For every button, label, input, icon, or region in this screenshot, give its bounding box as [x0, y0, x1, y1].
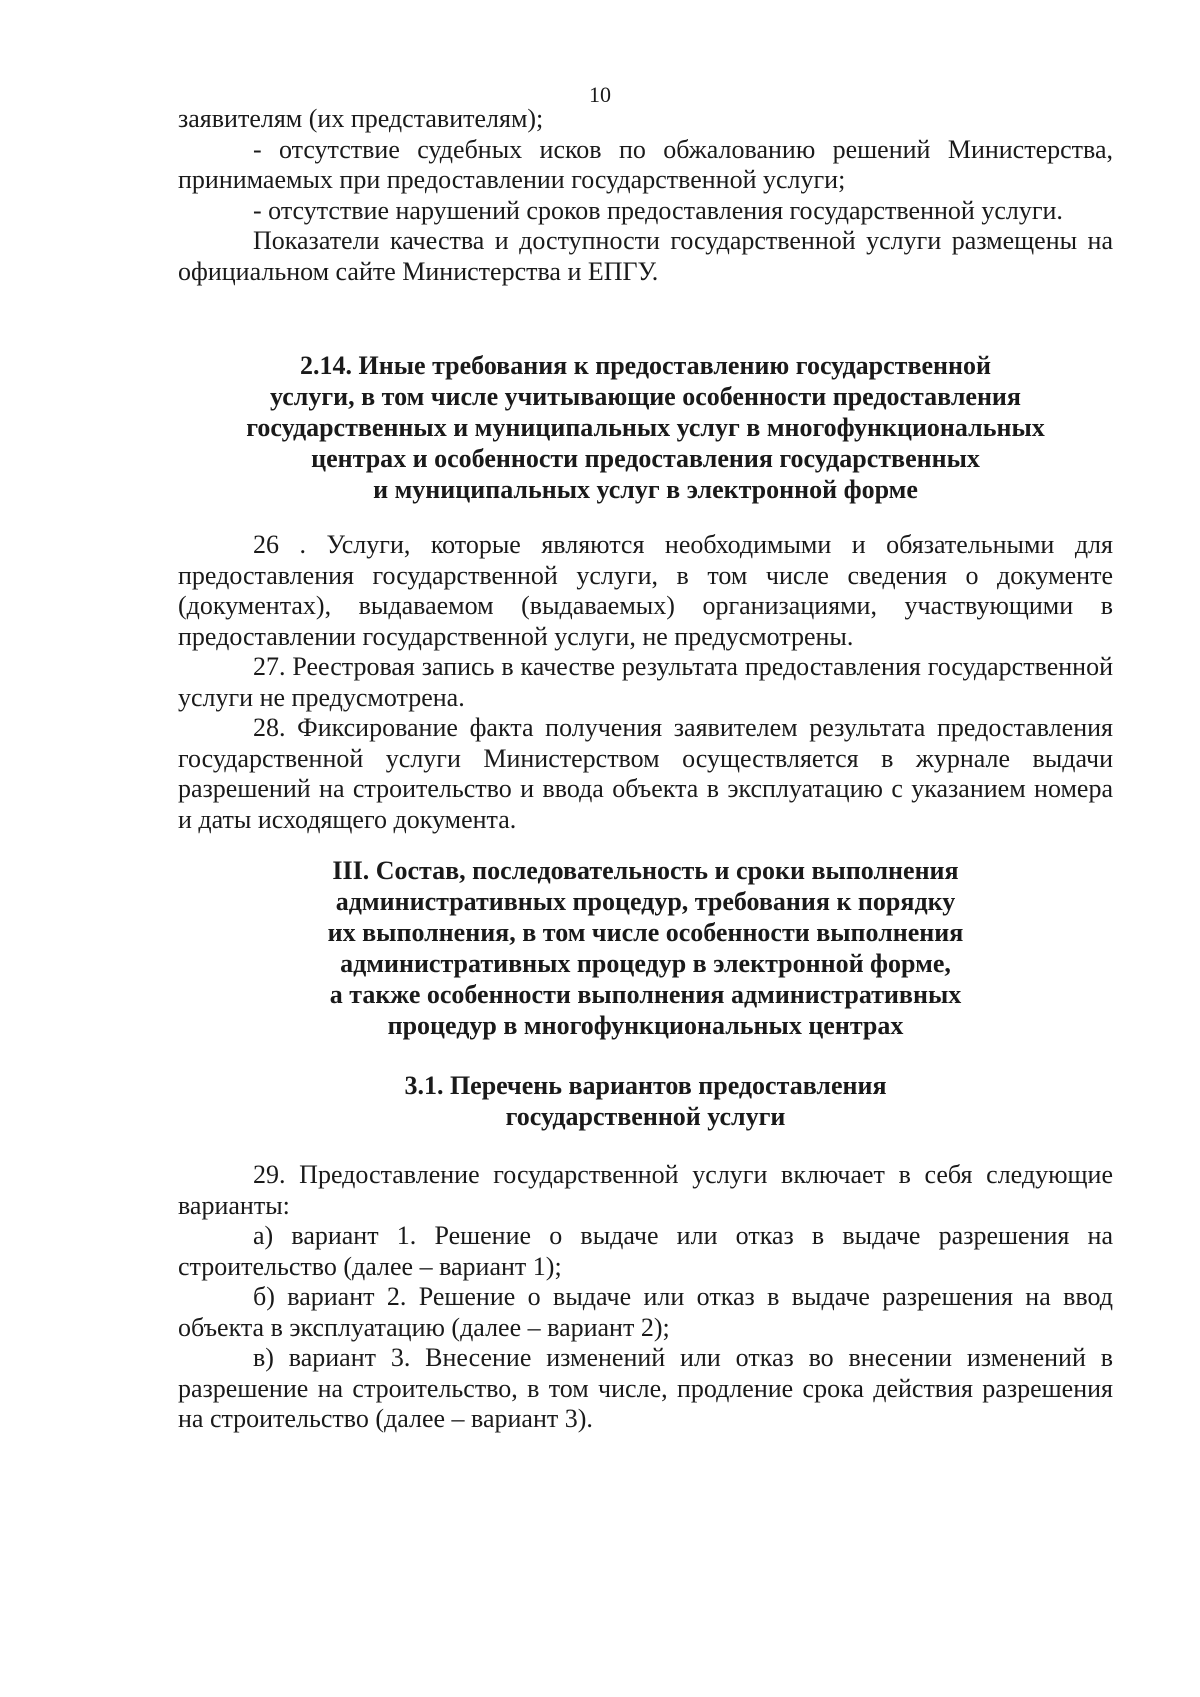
- heading-line: административных процедур в электронной форме,: [340, 949, 951, 978]
- heading-line: государственной услуги: [505, 1102, 786, 1131]
- section-2-14-body: [178, 530, 1113, 835]
- intro-item-deadlines: - отсутствие нарушений сроков предоставления государственной услуги.: [253, 195, 1063, 225]
- variant-1-item: а) вариант 1. Решение о выдаче или отказ в выдаче разрешения на строительство (далее – вариант 1);: [178, 1221, 1113, 1281]
- heading-line: услуги, в том числе учитывающие особенности предоставления: [270, 382, 1021, 411]
- heading-line: административных процедур, требования к порядку: [335, 887, 956, 916]
- variant-3-item: в) вариант 3. Внесение изменений или отказ во внесении изменений в разрешение на строительство, в том числе, продление срока действия разрешения на строительство (далее – вариант 3).: [178, 1343, 1113, 1433]
- heading-line: процедур в многофункциональных центрах: [387, 1011, 904, 1040]
- intro-item-court: - отсутствие судебных исков по обжалованию решений Министерства, принимаемых при предоставлении государственной услуги;: [178, 134, 1113, 194]
- page-number: 10: [589, 82, 611, 107]
- heading-line: III. Состав, последовательность и сроки выполнения: [332, 856, 959, 885]
- section-3-1-body: [178, 1160, 1113, 1435]
- heading-line: их выполнения, в том числе особенности выполнения: [327, 918, 964, 947]
- intro-block: [178, 104, 1113, 287]
- paragraph-28: 28. Фиксирование факта получения заявителем результата предоставления государственной услуги Министерством осуществляется в журнале выдачи разрешений на строительство и ввода объекта в эксплуатацию с указанием номера и даты исходящего документа.: [178, 713, 1113, 834]
- intro-indicators: Показатели качества и доступности государственной услуги размещены на официальном сайте Министерства и ЕПГУ.: [178, 226, 1113, 286]
- intro-line: заявителям (их представителям);: [178, 104, 544, 133]
- paragraph-29: 29. Предоставление государственной услуги включает в себя следующие варианты:: [178, 1160, 1113, 1220]
- heading-line: а также особенности выполнения административных: [329, 980, 962, 1009]
- paragraph-26: 26 . Услуги, которые являются необходимыми и обязательными для предоставления государственной услуги, в том числе сведения о документе (документах), выдаваемом (выдаваемых) организациями, участвующими в предоставлении государственной услуги, не предусмотрены.: [178, 530, 1113, 651]
- section-heading-3-1: [178, 1070, 1113, 1132]
- heading-line: центрах и особенности предоставления государственных: [311, 444, 980, 473]
- paragraph-27: 27. Реестровая запись в качестве результата предоставления государственной услуги не предусмотрена.: [178, 652, 1113, 712]
- heading-line: государственных и муниципальных услуг в многофункциональных: [246, 413, 1045, 442]
- section-heading-2-14: [178, 350, 1113, 505]
- variant-2-item: б) вариант 2. Решение о выдаче или отказ в выдаче разрешения на ввод объекта в эксплуатацию (далее – вариант 2);: [178, 1282, 1113, 1342]
- heading-line: 3.1. Перечень вариантов предоставления: [404, 1071, 887, 1100]
- heading-line: 2.14. Иные требования к предоставлению государственной: [300, 351, 991, 380]
- heading-line: и муниципальных услуг в электронной форме: [373, 475, 918, 504]
- section-heading-iii: [178, 855, 1113, 1041]
